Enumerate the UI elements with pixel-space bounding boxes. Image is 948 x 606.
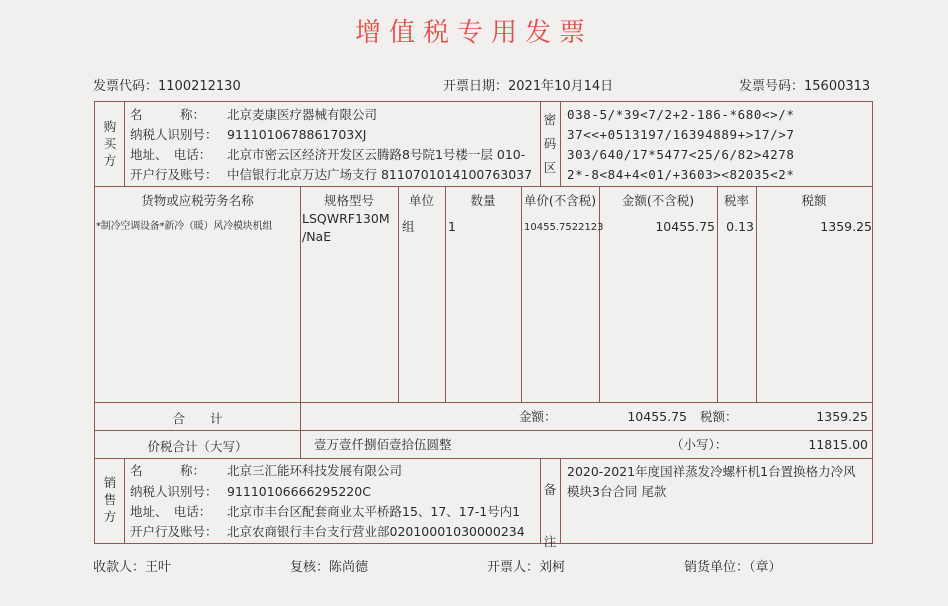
col-header-qty: 数量 [470,193,496,208]
item-tax: 1359.25 [820,219,872,234]
col-header-tax: 税额 [801,193,827,208]
seller-tax-id: 91110106666295220C [227,484,371,499]
side-char: 售 [103,492,117,507]
side-char: 备 [543,482,557,497]
divider [560,102,561,186]
reviewer [290,556,368,575]
total-label: 合 计 [172,411,223,426]
remarks-line1: 2020-2021年度国祥蒸发冷螺杆机1台置换格力冷风 [567,464,856,479]
cipher-line: 038-5/*39<7/2+2-186-*680<>/* [567,107,795,122]
item-spec-line1: LSQWRF130M [302,211,390,226]
divider [540,102,541,186]
invoice-date-label: 开票日期： [443,79,509,94]
divider [124,102,125,186]
buyer-tax-id-label: 纳税人识别号： [130,127,218,142]
total-tax-label: 税额： [700,409,738,424]
item-unit: 组 [402,219,415,234]
buyer-bank: 中信银行北京万达广场支行 8110701014100763037 [227,167,533,182]
invoice-number [739,75,870,94]
col-header-amount: 金额(不含税) [621,193,695,208]
col-header-name: 货物或应税劳务名称 [141,193,254,208]
remarks-side-label [543,464,557,568]
divider [300,402,301,458]
col-header-spec: 规格型号 [323,193,374,208]
divider [95,430,872,431]
item-amount: 10455.75 [655,219,715,234]
invoice-number-value: 15600313 [804,79,871,94]
invoice-table [94,101,873,549]
divider [540,458,541,544]
buyer-address-label: 地址、 电话： [130,147,212,162]
payee [93,556,171,575]
side-char: 区 [543,160,557,175]
divider [398,186,399,402]
item-qty: 1 [448,219,456,234]
invoice-date-value: 2021年10月14日 [508,79,614,94]
issuer-label: 开票人： [487,560,540,575]
cipher-line: 303/640/17*5477<25/6/82>4278 [567,147,795,162]
divider [300,186,301,402]
invoice-code [93,75,241,94]
buyer-bank-label: 开户行及账号： [130,167,218,182]
divider [445,186,446,402]
cipher-side-label [543,108,557,180]
payee-label: 收款人： [93,560,146,575]
seller-side-label [103,474,117,525]
total-amount-label: 金额： [519,409,557,424]
divider [560,458,561,544]
cipher-line: 37<<+0513197/16394889+>17/>7 [567,127,795,142]
seller-unit: 销货单位：（章） [684,560,782,575]
buyer-name-label: 名 称： [130,107,206,122]
seller-bank: 北京农商银行丰台支行营业部02010001030000234 [227,524,525,539]
invoice-title: 增值税专用发票 [354,18,593,48]
col-header-rate: 税率 [723,193,749,208]
divider [521,186,522,402]
side-char: 方 [103,153,117,168]
grand-total-label: 价税合计（大写） [147,439,248,454]
seller-name: 北京三汇能环科技发展有限公司 [227,463,403,478]
grand-total-words: 壹万壹仟捌佰壹拾伍圆整 [314,437,452,452]
cipher-line: 2*-8<84+4<01/+3603><82035<2* [567,167,795,182]
side-char: 方 [103,509,117,524]
seller-tax-id-label: 纳税人识别号： [130,484,218,499]
invoice-code-value: 1100212130 [158,79,241,94]
divider [95,458,872,459]
reviewer-label: 复核： [290,560,330,575]
item-name: *制冷空调设备*新冷（暖）风冷模块机组 [96,221,273,232]
total-tax: 1359.25 [816,409,868,424]
divider [95,402,872,403]
buyer-side-label [103,118,117,169]
payee-value: 王叶 [145,560,172,575]
total-amount: 10455.75 [627,409,687,424]
invoice-number-label: 发票号码： [739,79,805,94]
divider [124,458,125,544]
grand-total-value: 11815.00 [808,437,868,452]
issuer-value: 刘柯 [539,560,566,575]
item-rate: 0.13 [726,219,754,234]
side-char: 码 [543,136,557,151]
buyer-name: 北京麦康医疗器械有限公司 [227,107,378,122]
invoice-code-label: 发票代码： [93,79,159,94]
invoice-date [443,75,613,94]
seller-address-label: 地址、 电话： [130,504,212,519]
seller-address: 北京市丰台区配套商业太平桥路15、17、17-1号内1 [227,504,521,519]
side-char: 购 [103,119,117,134]
grand-total-small-label: （小写）： [671,437,728,452]
buyer-tax-id: 9111010678861703XJ [227,127,367,142]
item-spec-line2: /NaE [302,229,332,244]
seller-bank-label: 开户行及账号： [130,524,218,539]
remarks-line2: 模块3台合同 尾款 [567,484,667,499]
side-char: 注 [543,534,557,549]
side-char: 销 [103,475,117,490]
col-header-price: 单价(不含税) [523,193,597,208]
buyer-address: 北京市密云区经济开发区云腾路8号院1号楼一层 010- [227,147,526,162]
col-header-unit: 单位 [408,193,434,208]
reviewer-value: 陈尚德 [329,560,369,575]
item-price: 10455.7522123 [524,222,604,233]
issuer [487,556,565,575]
side-char: 买 [103,136,117,151]
seller-name-label: 名 称： [130,463,206,478]
side-char: 密 [543,112,557,127]
